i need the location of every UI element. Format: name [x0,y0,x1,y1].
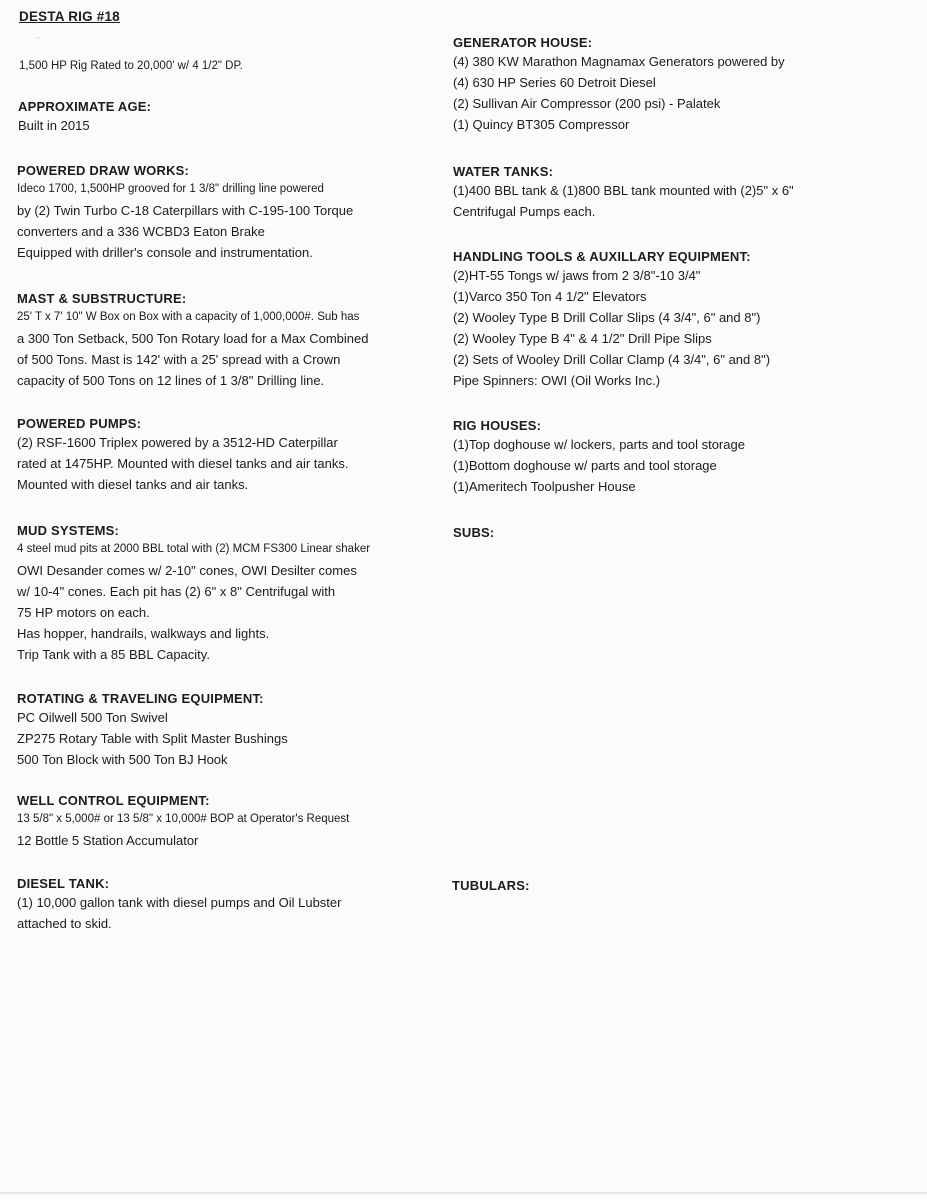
section-line: rated at 1475HP. Mounted with diesel tanks and air tanks. [17,456,349,471]
section-line: (1)400 BBL tank & (1)800 BBL tank mounted with (2)5" x 6" [453,183,794,198]
section-line: Mounted with diesel tanks and air tanks. [17,477,249,492]
section-line: 13 5/8" x 5,000# or 13 5/8" x 10,000# BOP at Operator's Request [17,813,350,825]
section-line: (2) Sets of Wooley Drill Collar Clamp (4 3/4", 6" and 8") [453,352,771,367]
section-line: by (2) Twin Turbo C-18 Caterpillars with C-195-100 Torque [17,203,354,218]
section-line: (1)Varco 350 Ton 4 1/2" Elevators [453,289,647,304]
generator-house-section [453,35,785,135]
section-heading: TUBULARS: [452,878,530,893]
section-line: of 500 Tons. Mast is 142' with a 25' spread with a Crown [17,352,341,367]
section-line: capacity of 500 Tons on 12 lines of 1 3/8" Drilling line. [17,373,325,388]
section-heading: POWERED DRAW WORKS: [17,163,190,178]
section-line: Centrifugal Pumps each. [453,204,596,219]
section-heading: SUBS: [453,525,495,540]
section-line: (2) Wooley Type B Drill Collar Slips (4 3/4", 6" and 8") [453,310,761,325]
section-line: ZP275 Rotary Table with Split Master Bushings [17,731,288,746]
section-heading: DIESEL TANK: [17,876,110,891]
section-line: (2) Wooley Type B 4" & 4 1/2" Drill Pipe Slips [453,331,712,346]
section-line: (1)Top doghouse w/ lockers, parts and tool storage [453,437,745,452]
section-line: w/ 10-4" cones. Each pit has (2) 6" x 8" Centrifugal with [17,584,336,599]
page-edge-rule [0,1192,927,1194]
section-line: 25' T x 7' 10" W Box on Box with a capacity of 1,000,000#. Sub has [17,311,360,323]
rig-rating-text: 1,500 HP Rig Rated to 20,000' w/ 4 1/2" DP. [19,60,243,72]
section-heading: MAST & SUBSTRUCTURE: [17,291,187,306]
water-tanks-section [453,164,794,222]
section-heading: HANDLING TOOLS & AUXILLARY EQUIPMENT: [453,249,751,264]
section-line: a 300 Ton Setback, 500 Ton Rotary load for a Max Combined [17,331,369,346]
diesel-tank-section [17,876,341,934]
stray-mark: · [37,33,40,42]
section-line: Has hopper, handrails, walkways and lights. [17,626,270,641]
section-line: (2)HT-55 Tongs w/ jaws from 2 3/8"-10 3/4" [453,268,701,283]
section-line: Ideco 1700, 1,500HP grooved for 1 3/8" drilling line powered [17,183,324,195]
section-line: (2) Sullivan Air Compressor (200 psi) - Palatek [453,96,721,111]
section-line: (1) Quincy BT305 Compressor [453,117,630,132]
section-line: (1) 10,000 gallon tank with diesel pumps and Oil Lubster [17,895,342,910]
section-line: PC Oilwell 500 Ton Swivel [17,710,168,725]
section-line: 500 Ton Block with 500 Ton BJ Hook [17,752,228,767]
section-line: Trip Tank with a 85 BBL Capacity. [17,647,210,662]
section-heading: POWERED PUMPS: [17,416,142,431]
subs-section [453,525,494,541]
section-heading: RIG HOUSES: [453,418,542,433]
section-line: 4 steel mud pits at 2000 BBL total with (2) MCM FS300 Linear shaker [17,543,371,555]
section-line: Equipped with driller's console and instrumentation. [17,245,313,260]
handling-tools-section [453,249,770,391]
section-line: converters and a 336 WCBD3 Eaton Brake [17,224,265,239]
section-heading: APPROXIMATE AGE: [18,99,152,114]
section-line: attached to skid. [17,916,112,931]
draw-works-section [17,163,353,263]
mud-systems-section [17,523,370,665]
section-heading: MUD SYSTEMS: [17,523,120,538]
section-line: Pipe Spinners: OWI (Oil Works Inc.) [453,373,661,388]
mast-substructure-section [17,291,368,391]
section-heading: WELL CONTROL EQUIPMENT: [17,793,210,808]
well-control-section [17,793,349,851]
section-line: OWI Desander comes w/ 2-10" cones, OWI Desilter comes [17,563,357,578]
section-line: 12 Bottle 5 Station Accumulator [17,833,199,848]
document-title: DESTA RIG #18 [19,9,120,24]
section-line: (1)Ameritech Toolpusher House [453,479,636,494]
section-heading: GENERATOR HOUSE: [453,35,593,50]
rotating-traveling-section [17,691,288,770]
approximate-age-section [18,99,151,136]
section-line: (4) 380 KW Marathon Magnamax Generators powered by [453,54,785,69]
section-line: Built in 2015 [18,118,90,133]
section-line: 75 HP motors on each. [17,605,150,620]
section-line: (2) RSF-1600 Triplex powered by a 3512-HD Caterpillar [17,435,338,450]
section-line: (1)Bottom doghouse w/ parts and tool storage [453,458,717,473]
section-heading: ROTATING & TRAVELING EQUIPMENT: [17,691,264,706]
section-line: (4) 630 HP Series 60 Detroit Diesel [453,75,656,90]
rig-houses-section [453,418,745,497]
tubulars-section [452,878,530,894]
rig-rating-section [19,56,243,77]
powered-pumps-section [17,416,348,495]
section-heading: WATER TANKS: [453,164,554,179]
